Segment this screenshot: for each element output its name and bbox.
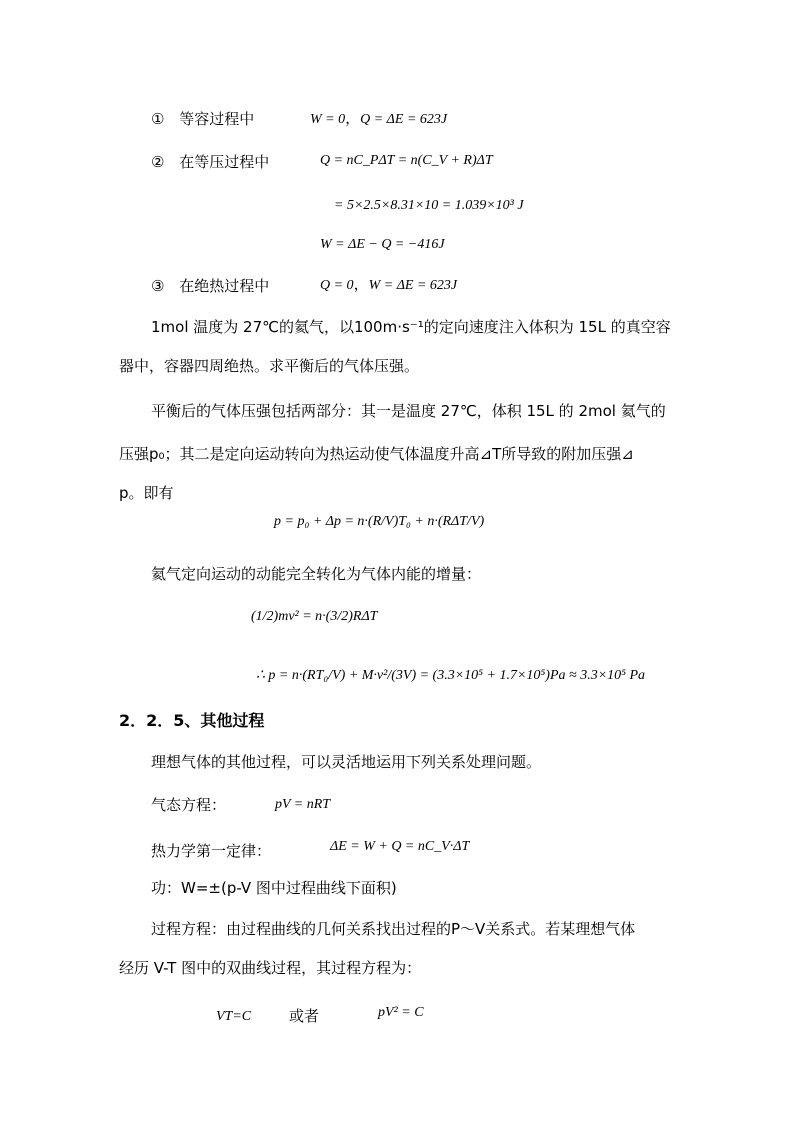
solution-line-2: 压强p₀；其二是定向运动转向为热运动使气体温度升高⊿T所导致的附加压强⊿ [119,445,634,463]
work-line: 功：W=±(p-V 图中过程曲线下面积) [151,879,397,897]
separator: ， [353,275,369,293]
equation: ΔE = W + Q = nC_V·ΔT [330,839,470,854]
equation: Q = ΔE = 623J [360,112,448,127]
process-line-1: 过程方程：由过程曲线的几何关系找出过程的P～V关系式。若某理想气体 [151,920,636,938]
vt-equation [216,1005,251,1027]
problem-line-2: 器中，容器四周绝热。求平衡后的气体压强。 [119,357,420,375]
equation: p = p₀ + Δp = n·(R/V)T₀ + n·(RΔT/V) [274,514,485,529]
isobaric-equation-w [320,233,445,255]
section-heading: 2．2．5、其他过程 [119,711,265,730]
section-intro: 理想气体的其他过程，可以灵活地运用下列关系处理问题。 [151,753,542,771]
separator: ， [345,109,361,127]
pv2-equation [378,1001,424,1023]
pressure-equation [274,511,484,532]
solution-line-3: p。即有 [119,484,174,502]
item-label: 在绝热过程中 [179,277,270,295]
equation: pV = nRT [275,797,331,812]
energy-equation [251,605,377,627]
equation: = 5×2.5×8.31×10 = 1.039×10³ J [334,198,524,213]
first-law-label: 热力学第一定律： [151,842,272,860]
equation: ∴ p = n·(RT₀/V) + M·v²/(3V) = (3.3×10⁵ + 1.7×10⁵)Pa ≈ 3.3×10⁵ Pa [256,668,646,683]
item-number: ① [151,110,165,128]
equation: pV² = C [378,1005,424,1020]
equation: (1/2)mv² = n·(3/2)RΔT [251,609,378,624]
result-equation [256,664,645,686]
item-isochoric [151,109,254,129]
item-number: ③ [151,277,165,295]
state-equation-row [151,795,226,815]
problem-line-1: 1mol 温度为 27℃的氦气，以100m·s⁻¹的定向速度注入体积为 15L 的真空容 [151,318,671,336]
first-law-equation [330,835,469,857]
solution-line-4: 氦气定向运动的动能完全转化为气体内能的增量： [151,565,482,583]
isobaric-equation-value [334,194,524,216]
item-number: ② [151,153,165,171]
state-equation [275,793,330,815]
isochoric-equation [310,108,447,130]
equation: Q = 0 [320,278,354,293]
item-label: 等容过程中 [179,110,255,128]
state-equation-label: 气态方程： [151,796,227,814]
equation: W = 0 [310,112,346,127]
equation: Q = nC_PΔT = n(C_V + R)ΔT [320,153,493,168]
process-line-2: 经历 V-T 图中的双曲线过程，其过程方程为： [119,959,422,977]
solution-line-1: 平衡后的气体压强包括两部分：其一是温度 27℃，体积 15L 的 2mol 氦气的 [151,402,666,420]
equation: W = ΔE = 623J [368,278,458,293]
item-adiabatic [151,276,269,296]
item-isobaric [151,152,269,172]
adiabatic-equation [320,274,457,296]
item-label: 在等压过程中 [179,153,270,171]
equation: VT=C [216,1009,252,1024]
first-law-row [151,841,271,861]
equation: W = ΔE − Q = −416J [320,237,445,252]
or-word: 或者 [289,1007,320,1025]
isobaric-equation-q [320,149,493,171]
